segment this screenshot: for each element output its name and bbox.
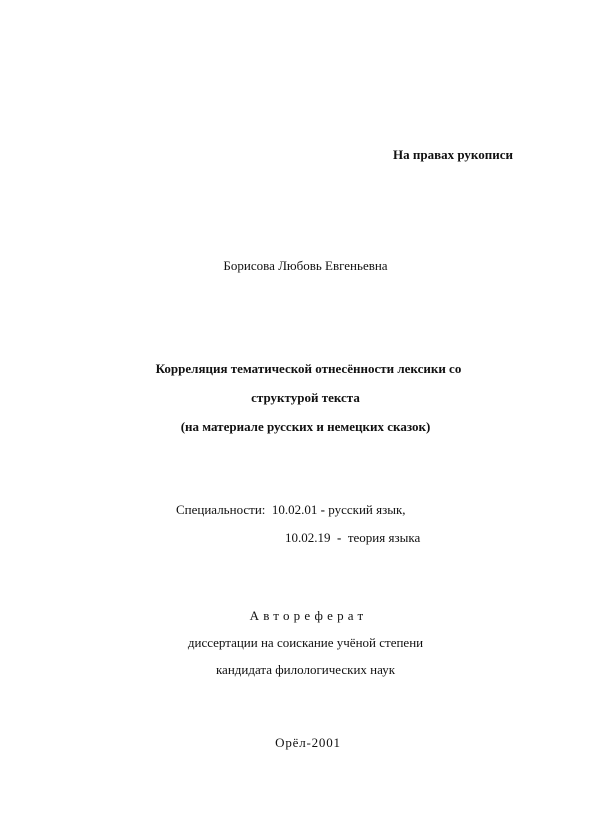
- author-name: Борисова Любовь Евгеньевна: [223, 258, 388, 273]
- specialty-code-2: 10.02.19: [285, 530, 331, 545]
- specialty-row-1: [176, 502, 406, 518]
- degree-line: кандидата филологических наук: [215, 662, 396, 677]
- city-year: Орёл-2001: [275, 735, 341, 750]
- abstract-label: Автореферат: [249, 608, 368, 623]
- specialty-name-1: русский язык,: [328, 502, 406, 517]
- specialties-label: Специальности:: [176, 502, 266, 517]
- rights-note: На правах рукописи: [393, 147, 513, 162]
- title-line-1: Корреляция тематической отнесённости лексики со: [155, 361, 462, 376]
- specialty-name-2: теория языка: [347, 530, 421, 545]
- title-line-3: (на материале русских и немецких сказок): [180, 419, 431, 434]
- specialty-code-1: 10.02.01: [271, 502, 318, 517]
- title-line-2: структурой текста: [251, 390, 360, 405]
- dissertation-line: диссертации на соискание учёной степени: [187, 635, 424, 650]
- specialty-separator-2: -: [337, 530, 342, 545]
- specialty-row-2: [285, 530, 420, 546]
- specialty-separator-1: -: [320, 502, 326, 517]
